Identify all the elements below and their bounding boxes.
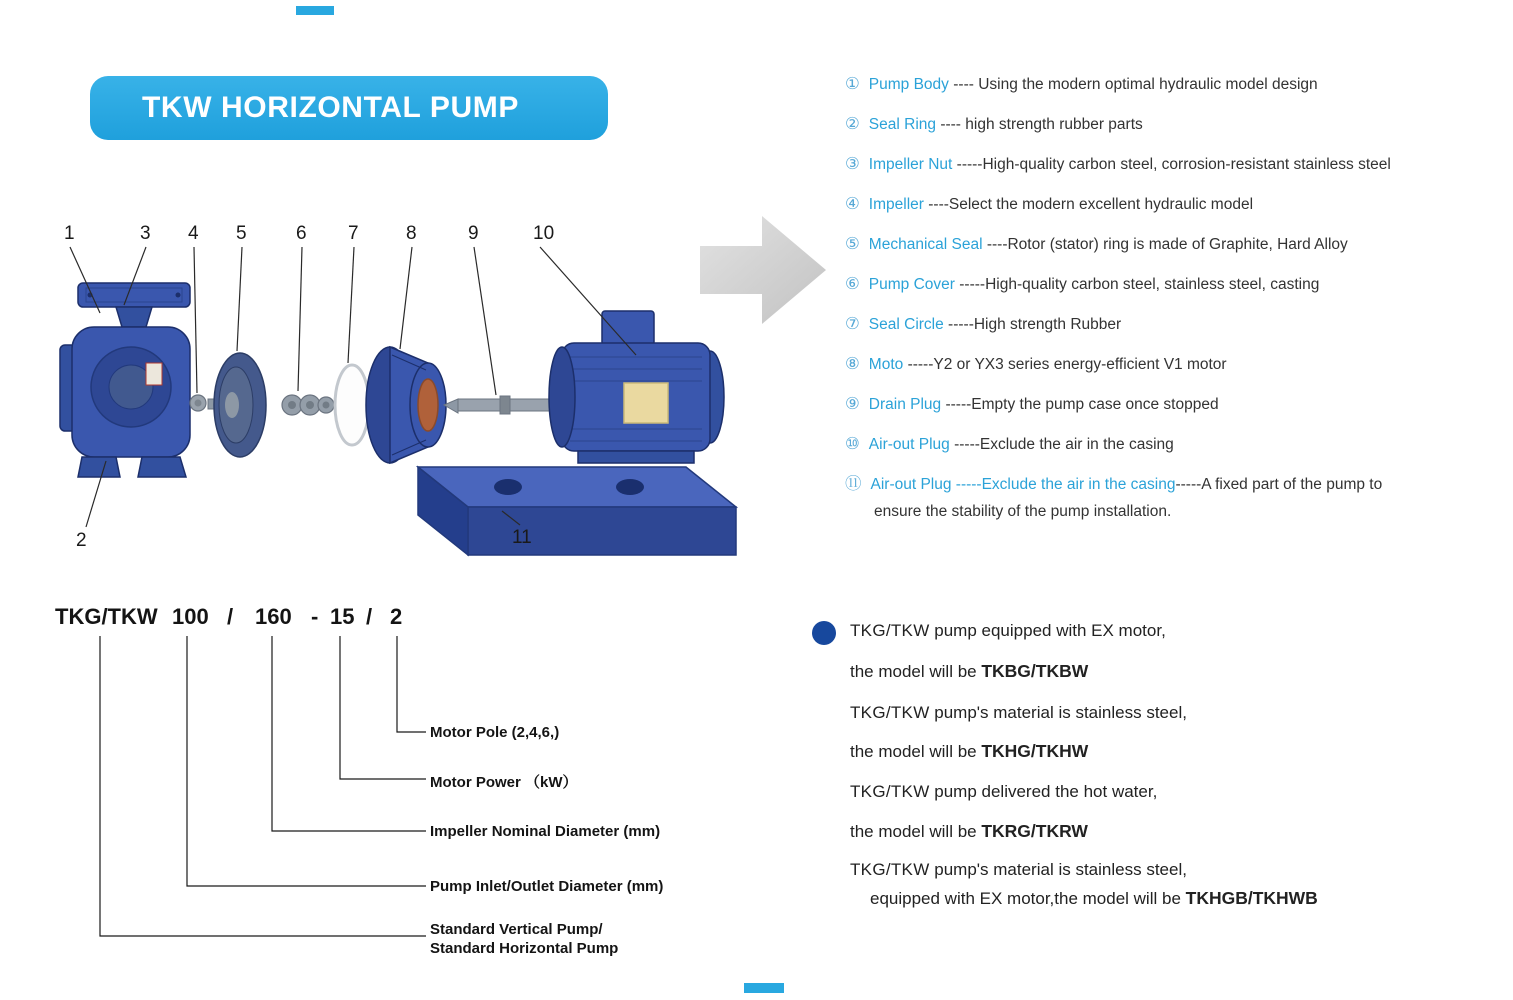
part-name: Impeller	[868, 196, 924, 213]
part-callout-6: 6	[296, 223, 307, 244]
part-callout-5: 5	[236, 223, 247, 244]
part-name: Pump Cover	[868, 276, 955, 293]
part-callout-8: 8	[406, 223, 417, 244]
part-description: -----High-quality carbon steel, corrosion-resistant stainless steel	[952, 156, 1391, 173]
variant-line	[850, 661, 1088, 682]
part-name: Moto	[868, 356, 904, 373]
parts-list-item	[845, 231, 1507, 258]
variant-text: pump's material is stainless steel,	[929, 703, 1187, 722]
label-impeller-diameter: Impeller Nominal Diameter (mm)	[430, 823, 661, 840]
impeller-shape	[208, 353, 266, 457]
part-callout-9: 9	[468, 223, 479, 244]
right-arrow-icon	[700, 208, 830, 333]
code-separator: /	[227, 604, 234, 629]
variant-line	[850, 702, 1187, 723]
parts-list-item	[845, 191, 1507, 218]
pump-diagram-graphic	[30, 215, 775, 575]
variant-line	[850, 859, 1187, 880]
part-number-badge: ⑦	[845, 315, 860, 333]
part-name: Air-out Plug	[868, 436, 950, 453]
code-separator: -	[311, 604, 319, 629]
variant-text: pump equipped with EX motor,	[929, 621, 1166, 640]
parts-list-item	[845, 351, 1507, 378]
parts-list-item	[845, 271, 1507, 298]
part-callout-1: 1	[64, 223, 75, 244]
part-number-badge: ⑤	[845, 235, 860, 253]
part-callout-10: 10	[533, 223, 555, 244]
label-pump-type	[430, 920, 618, 958]
variant-model: TKHG/TKHW	[981, 741, 1089, 761]
part-description-line2: ensure the stability of the pump installation.	[874, 503, 1172, 520]
variant-prefix: TKG/TKW	[850, 703, 930, 722]
label-inlet-outlet: Pump Inlet/Outlet Diameter (mm)	[430, 878, 664, 895]
part-name: Pump Body	[868, 76, 949, 93]
part-callout-4: 4	[188, 223, 199, 244]
part-callout-11: 11	[512, 527, 532, 548]
code-segment-impeller: 160	[255, 604, 292, 629]
variant-model: TKHGB/TKHWB	[1185, 888, 1318, 908]
variant-prefix: TKG/TKW	[850, 860, 930, 879]
part-description: -----Exclude the air in the casing	[949, 436, 1174, 453]
part-number-badge: ⑩	[845, 435, 860, 453]
part-number-badge: ①	[845, 75, 860, 93]
part-callout-2: 2	[76, 530, 87, 551]
part-number-badge: ②	[845, 115, 860, 133]
part-name: Air-out Plug	[870, 476, 952, 493]
part-description: ----Rotor (stator) ring is made of Graphite, Hard Alloy	[982, 236, 1348, 253]
part-number-badge: ⑧	[845, 355, 860, 373]
part-callout-3: 3	[140, 223, 151, 244]
shaft-shape	[444, 396, 558, 414]
part-name: Seal Ring	[868, 116, 937, 133]
parts-list-item	[845, 71, 1507, 98]
mechanical-seal-shape	[282, 395, 334, 415]
code-segment-series: TKG/TKW	[55, 604, 158, 629]
variant-text: pump's material is stainless steel,	[929, 860, 1187, 879]
part-description: ----Select the modern excellent hydraulic model	[923, 196, 1254, 213]
variant-line	[850, 620, 1166, 641]
variant-text: pump delivered the hot water,	[929, 782, 1158, 801]
parts-list-item	[845, 431, 1507, 458]
label-pump-type-line2: Standard Horizontal Pump	[430, 940, 619, 957]
page-accent-mark-bottom	[744, 983, 784, 993]
page-accent-mark-top	[296, 6, 334, 15]
variant-line	[850, 741, 1088, 762]
variant-line	[870, 888, 1318, 909]
motor-shape	[549, 311, 724, 463]
part-number-badge: ④	[845, 195, 860, 213]
part-callout-7: 7	[348, 223, 359, 244]
part-name-extra: -----Exclude the air in the casing	[951, 476, 1176, 493]
variant-line	[850, 781, 1157, 802]
seal-ring-shape	[335, 365, 369, 445]
label-motor-pole: Motor Pole (2,4,6,)	[430, 724, 560, 741]
pump-cover-shape	[366, 347, 446, 463]
bullet-icon	[812, 621, 836, 645]
impeller-nut-shape	[190, 395, 206, 411]
parts-list-item	[845, 151, 1507, 178]
part-description: -----Empty the pump case once stopped	[941, 396, 1219, 413]
variant-model: TKBG/TKBW	[981, 661, 1089, 681]
part-number-badge: ⑪	[845, 475, 862, 493]
part-number-badge: ⑥	[845, 275, 860, 293]
label-motor-power: Motor Power （kW）	[430, 774, 578, 791]
part-description: -----High strength Rubber	[943, 316, 1122, 333]
parts-list-item	[845, 391, 1507, 418]
variant-text: the model will be	[850, 742, 982, 761]
exploded-pump-diagram	[30, 215, 775, 575]
title-banner	[90, 76, 608, 140]
variant-text: equipped with EX motor,the model will be	[870, 889, 1186, 908]
part-number-badge: ③	[845, 155, 860, 173]
code-segment-inlet: 100	[172, 604, 209, 629]
parts-list-item	[845, 311, 1507, 338]
code-segment-pole: 2	[390, 604, 403, 629]
code-separator: /	[366, 604, 373, 629]
variant-text: the model will be	[850, 662, 982, 681]
variant-prefix: TKG/TKW	[850, 782, 930, 801]
variant-text: the model will be	[850, 822, 982, 841]
part-name: Drain Plug	[868, 396, 942, 413]
part-description: -----A fixed part of the pump to	[1175, 476, 1383, 493]
base-plate-shape	[418, 467, 736, 555]
part-description: -----Y2 or YX3 series energy-efficient V1 motor	[903, 356, 1227, 373]
parts-list	[845, 71, 1507, 538]
parts-list-item	[845, 111, 1507, 138]
part-number-badge: ⑨	[845, 395, 860, 413]
part-description: -----High-quality carbon steel, stainless steel, casting	[954, 276, 1320, 293]
part-description: ---- Using the modern optimal hydraulic model design	[948, 76, 1318, 93]
variant-line	[850, 821, 1088, 842]
code-segment-power: 15	[330, 604, 355, 629]
page-title: TKW HORIZONTAL PUMP	[142, 91, 519, 124]
part-name: Seal Circle	[868, 316, 944, 333]
variant-model: TKRG/TKRW	[981, 821, 1088, 841]
part-name: Mechanical Seal	[868, 236, 983, 253]
label-pump-type-line1: Standard Vertical Pump/	[430, 921, 603, 938]
pump-body-shape	[60, 283, 190, 477]
part-description: ---- high strength rubber parts	[936, 116, 1143, 133]
part-name: Impeller Nut	[868, 156, 953, 173]
parts-list-item	[845, 471, 1507, 525]
variant-prefix: TKG/TKW	[850, 621, 930, 640]
